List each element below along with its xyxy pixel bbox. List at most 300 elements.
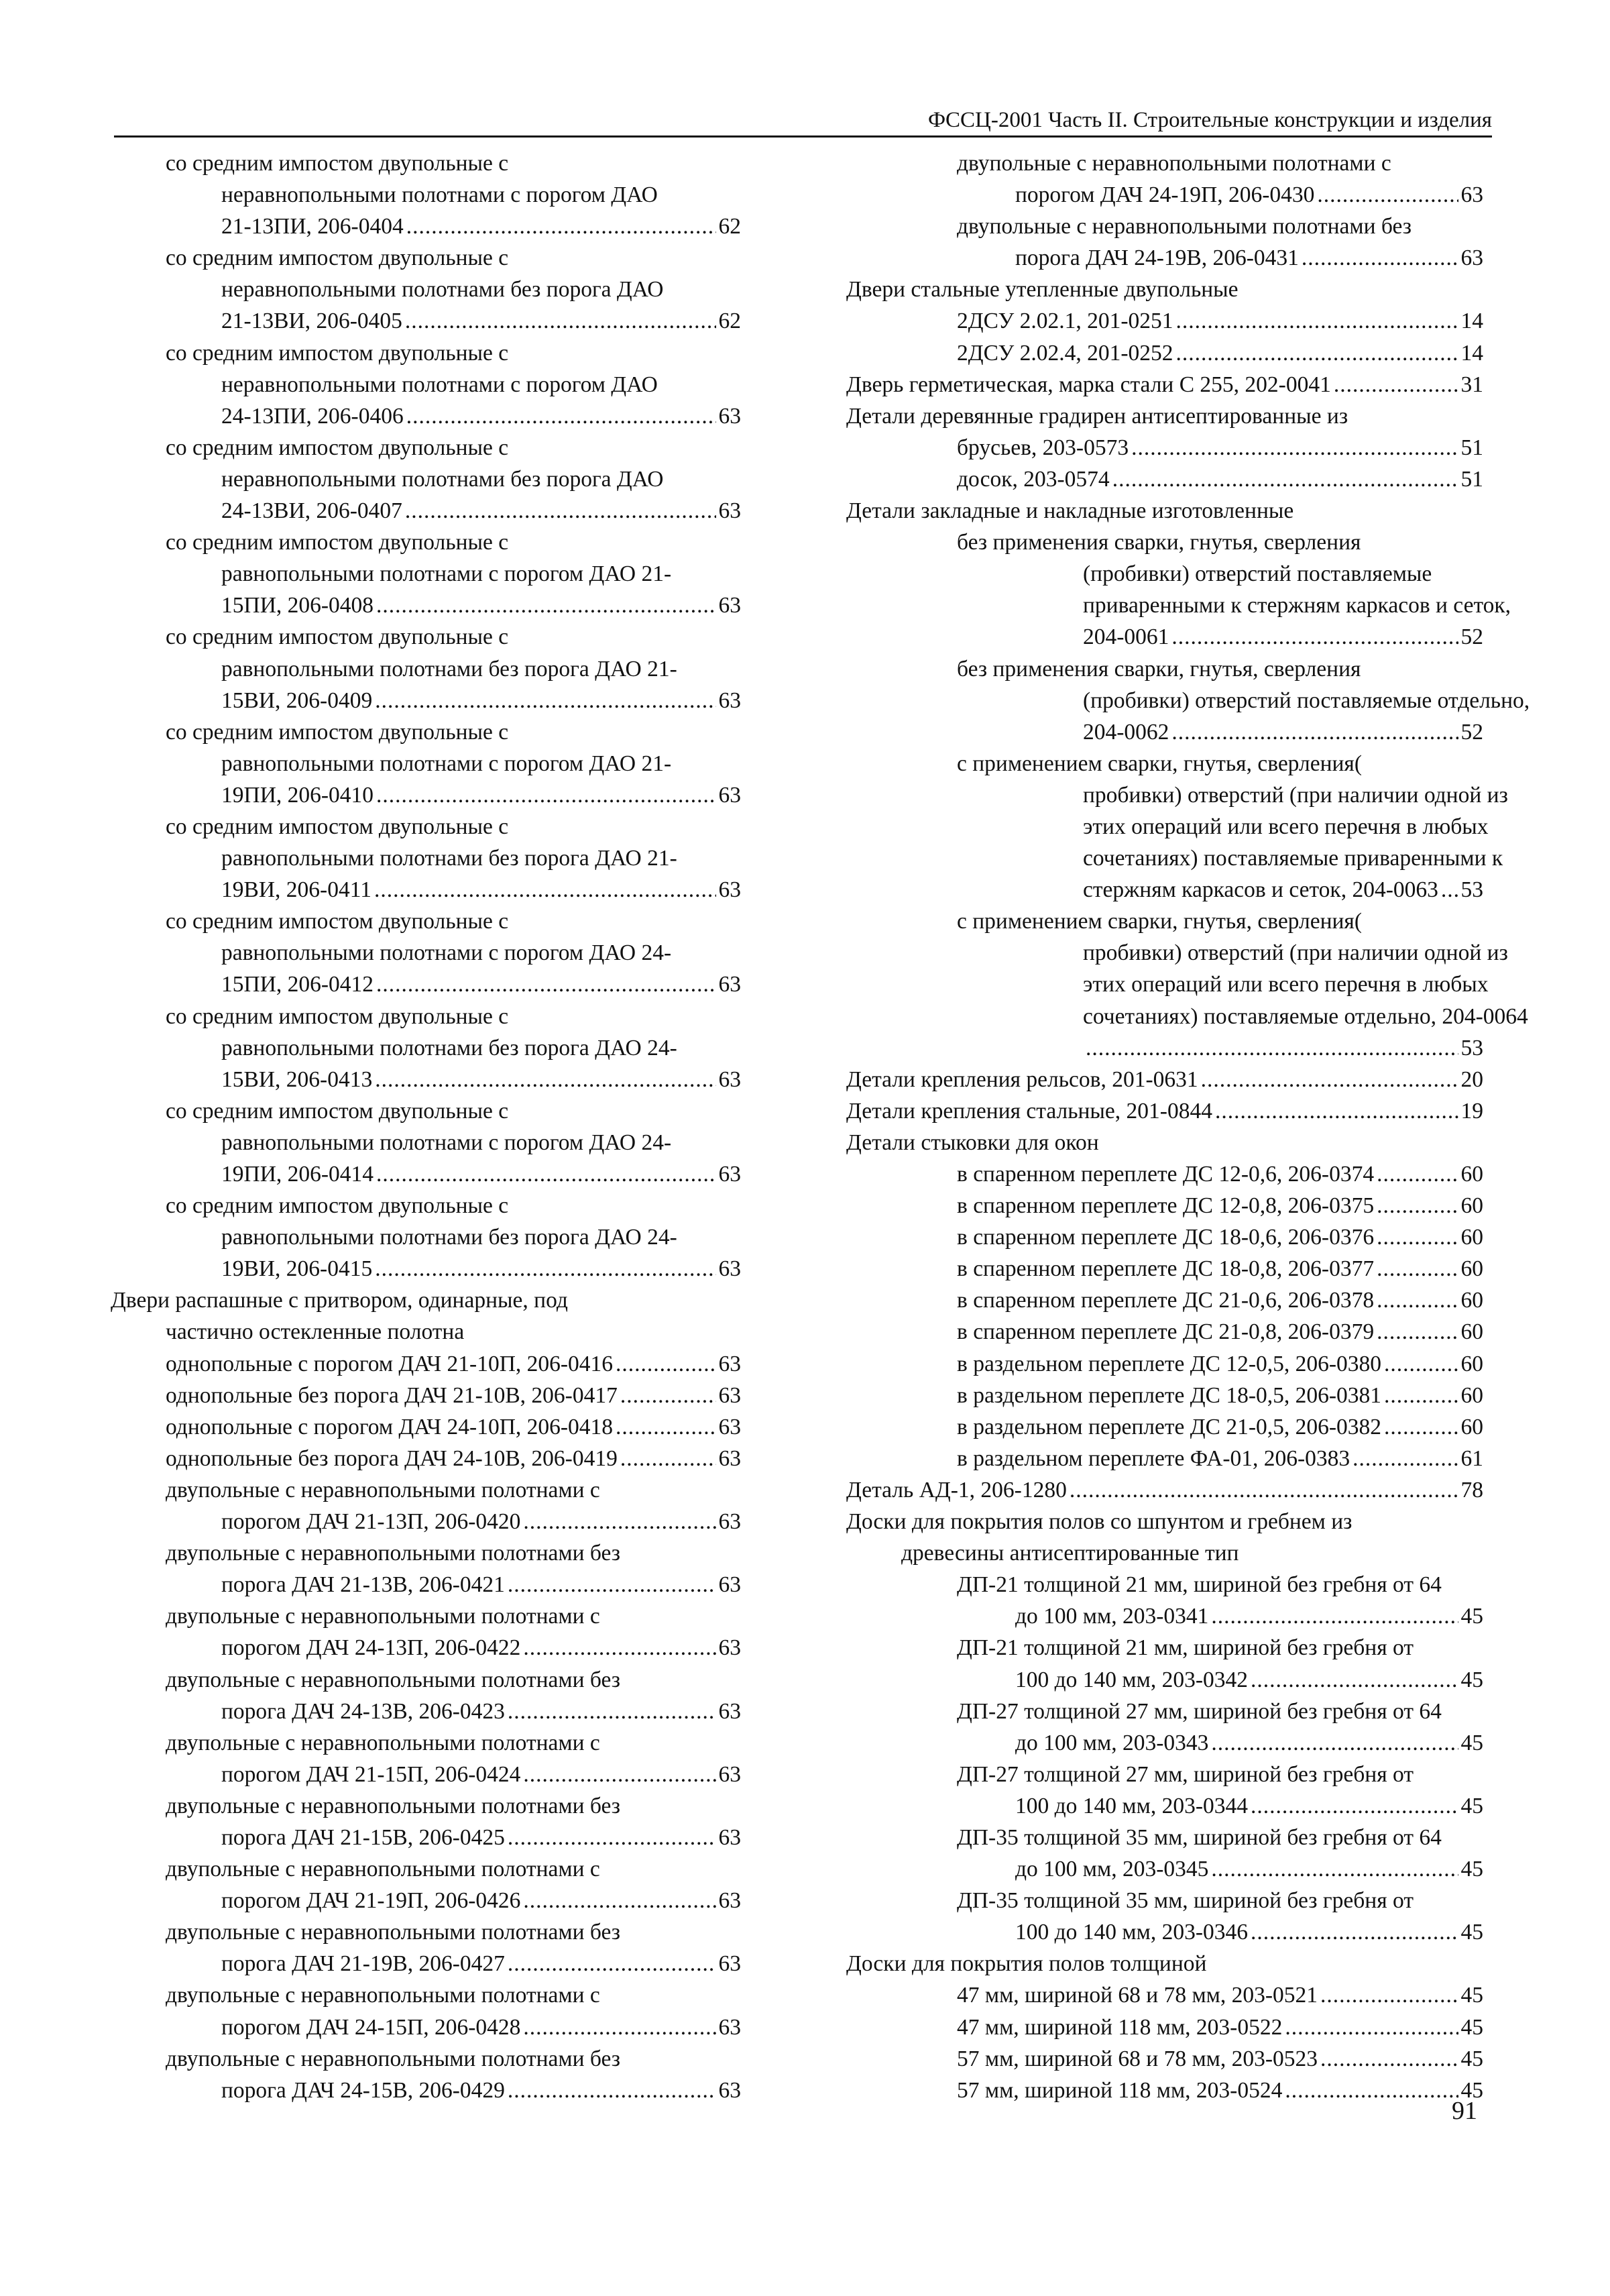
leader-dots — [376, 779, 715, 811]
entry-page-number: 45 — [1460, 2014, 1483, 2040]
entry-text: со средним импостом двупольные с — [166, 719, 509, 745]
entry-text: неравнопольными полотнами с порогом ДАО — [221, 372, 658, 397]
entry-text: Детали закладные и накладные изготовленные — [846, 498, 1294, 524]
entry-text: с применением сварки, гнутья, сверления( — [957, 909, 1362, 934]
index-entry — [111, 1569, 741, 1600]
index-entry — [111, 653, 741, 685]
entry-page-number: 63 — [718, 2077, 741, 2103]
entry-text: без применения сварки, гнутья, сверления — [957, 656, 1361, 681]
index-entry — [846, 1790, 1483, 1822]
entry-text: порога ДАЧ 21-13В, 206-0421 — [221, 1572, 505, 1598]
index-entry — [111, 1001, 741, 1032]
leader-dots — [523, 1885, 715, 1916]
entry-page-number: 60 — [1460, 1382, 1483, 1408]
index-entry — [846, 369, 1483, 400]
entry-text: однопольные с порогом ДАЧ 24-10П, 206-0418 — [166, 1414, 614, 1439]
index-entry — [846, 1916, 1483, 1948]
index-entry — [111, 811, 741, 842]
entry-text: с применением сварки, гнутья, сверления( — [957, 751, 1362, 776]
leader-dots — [1334, 369, 1458, 400]
index-entry — [846, 969, 1489, 1000]
entry-text: 47 мм, шириной 68 и 78 мм, 203-0521 — [957, 1983, 1318, 2008]
leader-dots — [1384, 1348, 1458, 1380]
entry-text: со средним импостом двупольные с — [166, 1193, 509, 1219]
entry-text: этих операций или всего перечня в любых — [1083, 814, 1489, 839]
index-entry — [846, 400, 1483, 432]
entry-text: в спаренном переплете ДС 12-0,6, 206-0374 — [957, 1162, 1375, 1187]
leader-dots — [1377, 1221, 1458, 1253]
entry-text: до 100 мм, 203-0343 — [1015, 1730, 1209, 1755]
leader-dots — [508, 1696, 716, 1727]
index-entry — [846, 2043, 1483, 2075]
index-entry — [111, 1664, 741, 1696]
entry-text: со средним импостом двупольные с — [166, 245, 509, 271]
index-entry — [111, 1348, 741, 1380]
entry-page-number: 78 — [1460, 1477, 1483, 1502]
entry-page-number: 14 — [1460, 309, 1483, 334]
page-number: 91 — [1452, 2097, 1477, 2125]
entry-text: неравнопольными полотнами с порогом ДАО — [221, 182, 658, 208]
index-entry — [846, 1284, 1483, 1316]
entry-page-number: 63 — [718, 782, 741, 808]
entry-text: равнопольными полотнами без порога ДАО 24- — [221, 1035, 677, 1060]
entry-text: 15ПИ, 206-0408 — [221, 593, 374, 618]
entry-page-number: 63 — [718, 1162, 741, 1187]
index-entry — [846, 179, 1483, 211]
entry-page-number: 45 — [1460, 1604, 1483, 1629]
entry-page-number: 63 — [718, 2014, 741, 2040]
index-entry — [846, 842, 1503, 874]
entry-page-number: 62 — [718, 214, 741, 239]
entry-text: ДП-27 толщиной 27 мм, шириной без гребня от 64 — [957, 1698, 1442, 1724]
leader-dots — [1171, 716, 1458, 748]
entry-page-number: 53 — [1460, 877, 1483, 903]
entry-text: стержням каркасов и сеток, 204-0063 — [1083, 877, 1438, 903]
entry-page-number: 60 — [1460, 1193, 1483, 1219]
leader-dots — [1211, 1853, 1458, 1885]
entry-text: 100 до 140 мм, 203-0342 — [1015, 1667, 1248, 1692]
entry-text: со средним импостом двупольные с — [166, 151, 509, 176]
index-entry — [846, 2012, 1483, 2043]
index-entry — [111, 558, 741, 590]
entry-text: порогом ДАЧ 24-15П, 206-0428 — [221, 2014, 521, 2040]
entry-text: равнопольными полотнами с порогом ДАО 24- — [221, 1130, 672, 1155]
entry-page-number: 63 — [718, 1067, 741, 1092]
index-entry — [111, 463, 741, 495]
index-entry — [111, 1190, 741, 1221]
leader-dots — [1384, 1380, 1458, 1411]
entry-page-number: 45 — [1460, 1667, 1483, 1692]
index-entry — [111, 1127, 741, 1158]
entry-text: однопольные без порога ДАЧ 21-10В, 206-0417 — [166, 1382, 618, 1408]
entry-text: 100 до 140 мм, 203-0344 — [1015, 1793, 1248, 1818]
entry-text: порогом ДАЧ 21-13П, 206-0420 — [221, 1509, 521, 1535]
entry-page-number: 63 — [718, 688, 741, 713]
index-entry — [111, 906, 741, 937]
index-entry — [846, 1537, 1483, 1569]
entry-text: частично остекленные полотна — [166, 1319, 465, 1345]
entry-text: 19ВИ, 206-0411 — [221, 877, 371, 903]
entry-text: двупольные с неравнопольными полотнами без — [166, 2046, 621, 2071]
entry-text: однопольные с порогом ДАЧ 21-10П, 206-0416 — [166, 1351, 614, 1376]
entry-text: досок, 203-0574 — [957, 466, 1110, 492]
entry-page-number: 63 — [718, 1698, 741, 1724]
entry-page-number: 63 — [718, 1509, 741, 1535]
index-entry — [846, 1853, 1483, 1885]
entry-text: Дверь герметическая, марка стали С 255, 202-0041 — [846, 372, 1331, 397]
index-entry — [111, 1727, 741, 1759]
leader-dots — [376, 1158, 715, 1190]
leader-dots — [1353, 1443, 1458, 1474]
entry-page-number: 63 — [718, 1951, 741, 1977]
entry-text: в спаренном переплете ДС 12-0,8, 206-0375 — [957, 1193, 1375, 1219]
entry-text: 57 мм, шириной 118 мм, 203-0524 — [957, 2077, 1283, 2103]
entry-text: двупольные с неравнопольными полотнами без — [166, 1541, 621, 1566]
entry-text: со средним импостом двупольные с — [166, 435, 509, 460]
leader-dots — [1215, 1095, 1458, 1127]
index-entry — [846, 1411, 1483, 1443]
entry-page-number: 63 — [718, 972, 741, 997]
index-entry — [111, 148, 741, 179]
leader-dots — [523, 2012, 715, 2043]
index-entry — [846, 1822, 1483, 1853]
index-entry — [846, 811, 1489, 842]
index-entry — [846, 685, 1530, 716]
index-entry — [846, 1664, 1483, 1696]
entry-text: без применения сварки, гнутья, сверления — [957, 530, 1361, 555]
leader-dots — [405, 305, 716, 337]
index-entry — [846, 1696, 1483, 1727]
entry-page-number: 63 — [1460, 245, 1483, 271]
entry-text: 19ПИ, 206-0414 — [221, 1162, 374, 1187]
entry-text: в спаренном переплете ДС 18-0,8, 206-0377 — [957, 1256, 1375, 1282]
leader-dots — [1251, 1790, 1458, 1822]
index-entry — [111, 1032, 741, 1064]
entry-text: порога ДАЧ 24-15В, 206-0429 — [221, 2077, 505, 2103]
leader-dots — [1176, 305, 1458, 337]
leader-dots — [375, 1064, 715, 1095]
index-entry — [846, 1569, 1483, 1600]
index-entry — [111, 1916, 741, 1948]
index-entry — [111, 1885, 741, 1916]
entry-text: порога ДАЧ 21-15В, 206-0425 — [221, 1824, 505, 1850]
entry-page-number: 63 — [718, 1382, 741, 1408]
index-entry — [846, 305, 1483, 337]
leader-dots — [376, 969, 715, 1000]
leader-dots — [1302, 242, 1458, 274]
entry-page-number: 14 — [1460, 340, 1483, 366]
index-entry — [111, 1221, 741, 1253]
leader-dots — [1377, 1190, 1458, 1221]
entry-page-number: 60 — [1460, 1351, 1483, 1376]
entry-text: со средним импостом двупольные с — [166, 340, 509, 366]
leader-dots — [523, 1506, 715, 1537]
entry-text: Доски для покрытия полов со шпунтом и гребнем из — [846, 1509, 1353, 1535]
entry-text: неравнопольными полотнами без порога ДАО — [221, 277, 664, 303]
entry-text: равнопольными полотнами без порога ДАО 24- — [221, 1225, 677, 1250]
index-entry — [111, 1253, 741, 1284]
leader-dots — [620, 1443, 716, 1474]
entry-text: Детали деревянные градирен антисептированные из — [846, 403, 1348, 429]
entry-page-number: 63 — [718, 1414, 741, 1439]
index-entry — [111, 1474, 741, 1506]
index-entry — [111, 779, 741, 811]
entry-text: Доски для покрытия полов толщиной — [846, 1951, 1207, 1977]
leader-dots — [1171, 621, 1458, 653]
index-entry — [846, 432, 1483, 463]
entry-page-number: 45 — [1460, 1730, 1483, 1755]
leader-dots — [508, 2075, 716, 2106]
index-entry — [111, 1158, 741, 1190]
entry-text: в раздельном переплете ДС 21-0,5, 206-0382 — [957, 1414, 1382, 1439]
index-entry — [111, 211, 741, 242]
leader-dots — [616, 1348, 715, 1380]
index-entry — [846, 1443, 1483, 1474]
leader-dots — [1251, 1916, 1458, 1948]
leader-dots — [508, 1569, 716, 1600]
entry-text: Детали крепления стальные, 201-0844 — [846, 1098, 1212, 1124]
entry-text: в раздельном переплете ФА-01, 206-0383 — [957, 1445, 1350, 1471]
entry-text: (пробивки) отверстий поставляемые отдельно, — [1083, 688, 1530, 713]
entry-text: пробивки) отверстий (при наличии одной из — [1083, 782, 1508, 808]
entry-page-number: 60 — [1460, 1414, 1483, 1439]
entry-text: двупольные с неравнопольными полотнами без — [166, 1920, 621, 1945]
entry-text: 204-0061 — [1083, 624, 1169, 650]
entry-text: (пробивки) отверстий поставляемые — [1083, 561, 1432, 587]
index-entry — [111, 1537, 741, 1569]
leader-dots — [405, 495, 716, 527]
entry-page-number: 45 — [1460, 1857, 1483, 1882]
entry-text: 24-13ПИ, 206-0406 — [221, 403, 404, 429]
entry-text: в раздельном переплете ДС 12-0,5, 206-0380 — [957, 1351, 1382, 1376]
entry-text: двупольные с неравнопольными полотнами с — [166, 1983, 600, 2008]
entry-page-number: 45 — [1460, 2046, 1483, 2071]
index-column-right — [846, 148, 1530, 2106]
index-entry — [111, 969, 741, 1000]
index-entry — [846, 527, 1483, 558]
header-title: ФССЦ-2001 Часть II. Строительные конструкции и изделия — [927, 108, 1492, 132]
entry-text: со средним импостом двупольные с — [166, 909, 509, 934]
index-entry — [111, 590, 741, 621]
entry-page-number: 60 — [1460, 1162, 1483, 1187]
entry-page-number: 63 — [1460, 182, 1483, 208]
entry-text: двупольные с неравнопольными полотнами с — [166, 1604, 600, 1629]
entry-text: со средним импостом двупольные с — [166, 814, 509, 839]
entry-text: двупольные с неравнопольными полотнами с — [957, 151, 1391, 176]
entry-text: 21-13ВИ, 206-0405 — [221, 309, 402, 334]
entry-text: до 100 мм, 203-0341 — [1015, 1604, 1209, 1629]
index-entry — [111, 400, 741, 432]
index-entry — [846, 1948, 1483, 1979]
entry-text: 204-0062 — [1083, 719, 1169, 745]
leader-dots — [1320, 2043, 1458, 2075]
entry-text: равнопольными полотнами с порогом ДАО 21- — [221, 561, 672, 587]
leader-dots — [523, 1632, 715, 1663]
index-entry — [111, 621, 741, 653]
leader-dots — [508, 1948, 716, 1979]
entry-page-number: 45 — [1460, 1920, 1483, 1945]
leader-dots — [1377, 1253, 1458, 1284]
entry-text: со средним импостом двупольные с — [166, 624, 509, 650]
index-entry — [846, 558, 1483, 590]
entry-text: 24-13ВИ, 206-0407 — [221, 498, 402, 524]
entry-page-number: 63 — [718, 1572, 741, 1598]
entry-page-number: 63 — [718, 1888, 741, 1914]
index-entry — [846, 2075, 1483, 2106]
leader-dots — [1211, 1727, 1458, 1759]
leader-dots — [1131, 432, 1458, 463]
entry-page-number: 63 — [718, 877, 741, 903]
index-entry — [111, 1979, 741, 2011]
index-entry — [846, 242, 1483, 274]
leader-dots — [616, 1411, 715, 1443]
index-entry — [111, 1380, 741, 1411]
entry-text: порогом ДАЧ 21-19П, 206-0426 — [221, 1888, 521, 1914]
entry-text: Двери распашные с притвором, одинарные, под — [111, 1288, 568, 1313]
entry-page-number: 53 — [1460, 1035, 1483, 1060]
leader-dots — [1317, 179, 1458, 211]
entry-text: Двери стальные утепленные двупольные — [846, 277, 1239, 303]
entry-page-number: 63 — [718, 1761, 741, 1787]
entry-page-number: 60 — [1460, 1288, 1483, 1313]
entry-text: сочетаниях) поставляемые отдельно, 204-0064 — [1083, 1003, 1528, 1029]
entry-page-number: 51 — [1460, 435, 1483, 460]
index-entry — [111, 1822, 741, 1853]
index-entry — [111, 242, 741, 274]
entry-page-number: 63 — [718, 1635, 741, 1661]
entry-text: со средним импостом двупольные с — [166, 1098, 509, 1124]
leader-dots — [1176, 337, 1458, 369]
index-entry — [111, 748, 741, 779]
index-entry — [846, 1727, 1483, 1759]
index-entry — [846, 1064, 1483, 1095]
entry-text: Детали крепления рельсов, 201-0631 — [846, 1067, 1198, 1092]
entry-text: приваренными к стержням каркасов и сеток, — [1083, 593, 1511, 618]
entry-text: двупольные с неравнопольными полотнами с — [166, 1477, 600, 1502]
index-entry — [846, 1032, 1483, 1064]
entry-page-number: 63 — [718, 593, 741, 618]
entry-text: равнопольными полотнами без порога ДАО 21- — [221, 656, 677, 681]
index-entry — [846, 748, 1483, 779]
entry-text: равнопольными полотнами без порога ДАО 21- — [221, 846, 677, 871]
entry-text: неравнопольными полотнами без порога ДАО — [221, 466, 664, 492]
index-entry — [846, 1158, 1483, 1190]
index-entry — [111, 1411, 741, 1443]
entry-page-number: 31 — [1460, 372, 1483, 397]
entry-text: брусьев, 203-0573 — [957, 435, 1129, 460]
entry-text: 15ПИ, 206-0412 — [221, 972, 374, 997]
index-entry — [846, 463, 1483, 495]
entry-text: в спаренном переплете ДС 21-0,8, 206-0379 — [957, 1319, 1375, 1345]
entry-text: 21-13ПИ, 206-0404 — [221, 214, 404, 239]
index-entry — [111, 1696, 741, 1727]
index-entry — [111, 274, 741, 305]
index-entry — [111, 369, 741, 400]
index-entry — [111, 337, 741, 369]
index-entry — [111, 179, 741, 211]
leader-dots — [1112, 463, 1458, 495]
entry-text: со средним импостом двупольные с — [166, 530, 509, 555]
index-entry — [846, 1474, 1483, 1506]
index-entry — [111, 527, 741, 558]
leader-dots — [1211, 1600, 1458, 1632]
entry-text: двупольные с неравнопольными полотнами без — [957, 214, 1412, 239]
entry-text: ДП-21 толщиной 21 мм, шириной без гребня от — [957, 1635, 1414, 1661]
index-entry — [111, 2043, 741, 2075]
entry-text: 15ВИ, 206-0413 — [221, 1067, 373, 1092]
entry-page-number: 60 — [1460, 1319, 1483, 1345]
index-entry — [111, 1316, 741, 1348]
entry-page-number: 52 — [1460, 624, 1483, 650]
entry-text: равнопольными полотнами с порогом ДАО 21- — [221, 751, 672, 776]
index-entry — [111, 842, 741, 874]
index-entry — [111, 1853, 741, 1885]
entry-text: порога ДАЧ 24-13В, 206-0423 — [221, 1698, 505, 1724]
index-entry — [846, 874, 1483, 906]
entry-page-number: 63 — [718, 403, 741, 429]
entry-text: порога ДАЧ 24-19В, 206-0431 — [1015, 245, 1299, 271]
index-entry — [846, 1221, 1483, 1253]
index-entry — [111, 1506, 741, 1537]
entry-text: в спаренном переплете ДС 21-0,6, 206-0378 — [957, 1288, 1375, 1313]
index-entry — [846, 1380, 1483, 1411]
index-entry — [111, 495, 741, 527]
entry-page-number: 63 — [718, 1351, 741, 1376]
entry-page-number: 19 — [1460, 1098, 1483, 1124]
leader-dots — [1320, 1979, 1458, 2011]
entry-text: 19ВИ, 206-0415 — [221, 1256, 373, 1282]
entry-page-number: 63 — [718, 1256, 741, 1282]
leader-dots — [508, 1822, 716, 1853]
leader-dots — [374, 874, 716, 906]
index-entry — [846, 621, 1483, 653]
entry-page-number: 45 — [1460, 2077, 1483, 2103]
index-entry — [846, 716, 1483, 748]
entry-text: до 100 мм, 203-0345 — [1015, 1857, 1209, 1882]
entry-text: 47 мм, шириной 118 мм, 203-0522 — [957, 2014, 1283, 2040]
index-entry — [846, 274, 1483, 305]
entry-text: Деталь АД-1, 206-1280 — [846, 1477, 1067, 1502]
leader-dots — [376, 590, 715, 621]
leader-dots — [1070, 1474, 1458, 1506]
entry-text: пробивки) отверстий (при наличии одной из — [1083, 940, 1508, 966]
index-entry — [846, 211, 1483, 242]
index-entry — [846, 1600, 1483, 1632]
entry-text: порога ДАЧ 21-19В, 206-0427 — [221, 1951, 505, 1977]
index-entry — [846, 1759, 1483, 1790]
entry-text: двупольные с неравнопольными полотнами без — [166, 1793, 621, 1818]
leader-dots — [1377, 1316, 1458, 1348]
entry-page-number: 63 — [718, 498, 741, 524]
entry-text: порогом ДАЧ 21-15П, 206-0424 — [221, 1761, 521, 1787]
index-entry — [846, 1506, 1483, 1537]
entry-page-number: 63 — [718, 1824, 741, 1850]
leader-dots — [1285, 2075, 1458, 2106]
index-entry — [111, 1948, 741, 1979]
leader-dots — [620, 1380, 716, 1411]
index-entry — [846, 1253, 1483, 1284]
entry-text: ДП-35 толщиной 35 мм, шириной без гребня от 64 — [957, 1824, 1442, 1850]
index-entry — [846, 906, 1483, 937]
index-entry — [846, 337, 1483, 369]
index-entry — [111, 432, 741, 463]
leader-dots — [375, 685, 715, 716]
entry-text: 15ВИ, 206-0409 — [221, 688, 373, 713]
entry-text: древесины антисептированные тип — [901, 1541, 1239, 1566]
index-entry — [846, 1127, 1483, 1158]
entry-text: порогом ДАЧ 24-13П, 206-0422 — [221, 1635, 521, 1661]
entry-page-number: 61 — [1460, 1445, 1483, 1471]
